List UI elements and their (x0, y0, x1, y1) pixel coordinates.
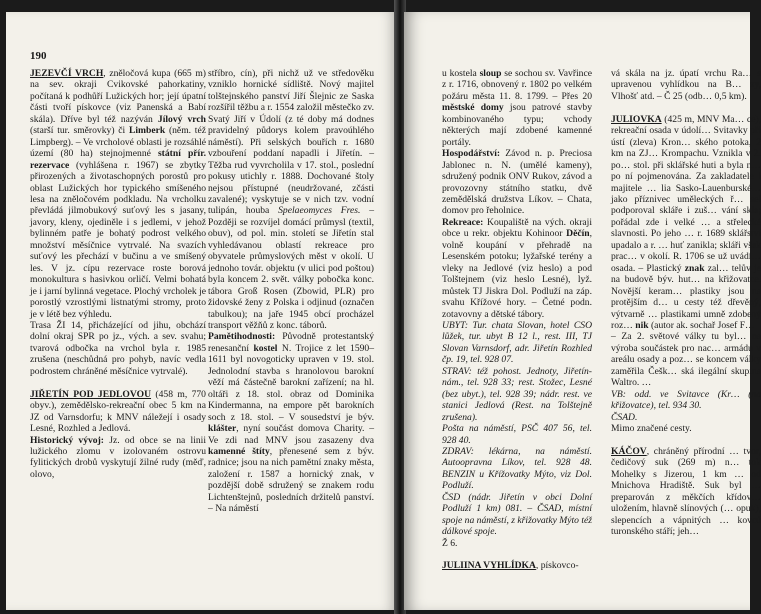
text-run: , přenesené sem z býv. radnice; jsou na nich pamětní znaky města, založení r. 1587 a hornický znak, v pozdější době sdružený se znakem rodu Lichtenštejnů, posledních držitelů panství. – Na náměstí (208, 445, 374, 515)
text-run: Pošta na náměstí, PSČ 407 56, tel. 928 40. (442, 423, 592, 446)
left-page (6, 12, 396, 610)
entry-headword: JEZEVČÍ VRCH (30, 68, 104, 79)
text-run: – Za 2. světové války tu byl… na výroba součástek pro nac… armádu v areálu osady a poz… se koncem války zaměřila Češk… ská ilegální skupina Waltro. … (611, 331, 761, 389)
text-run: Jz. od obce se na linii lužického zlomu v izolovaném ostrovu fylitických drobů vyskytují žilné rudy (měď, olovo, (30, 434, 206, 480)
text-run: stříbro, cín), při nichž už ve středověku vzniklo hornické sídliště. Nový majitel tolštejnského panství Jiří Šlejnic ze Saska rozšířil těžbu a r. 1554 založil městečko zv. Svatý Jiří v Údolí (z té doby má dodnes pravidelný půdorys kolem pravoúhlého náměstí). Při selských bouřích r. 1680 vzbouření poddaní napadli i Jiřetín. – Těžba rud vyvrcholila v 17. stol., poslední pokusy utichly r. 1888. Dochované štoly nejsou přístupné (neudržované, zčásti zavalené); vyskytuje se v nich tzv. vodní tulipán, houba (208, 68, 374, 217)
text-run: ZDRAV: lékárna, na náměstí. Autoopravna Líkov, tel. 928 48. BENZIN u Křížovatky Mýto, viz Dol. Podluží. (442, 445, 592, 492)
text-block (442, 68, 592, 572)
text-run: státní přír. rezervace (30, 148, 206, 171)
text-run: Koupaliště na vých. okraji obce u rekr. objektu Kohinoor (442, 216, 592, 240)
text-run: (vyhlášena r. 1967) se zbytky přirozených a životaschopných porostů pro oblast Lužických hor typického smíšeného lesa na zněločovém podkladu. Na vrcholku převládá jilmobukový suťový les s jasany, javory, kleny, ojediněle i s jedlemi, v jehož bylinném patře je bohatý podrost velkého množství měsíčnice vytrvalé. Na svazích suťový les přechází v bučinu a ve smíšený les. V jz. cípu rezervace roste borová monokultura s hasivkou orličí. Velmi bohatá je i jarní bylinná vegetace. Plochý vrcholek je porostlý vzrostlými listnatými stromy, proto je v létě bez výhledu. (30, 159, 206, 320)
text-run: Původně protestantský renesanční (208, 331, 374, 354)
text-run: Mimo značené cesty. (611, 423, 692, 435)
text-run: , zněločová kupa (665 m) na sev. okraji Cvikovské pahorkatiny, počítaná k podhůří Lužických hor; její úpatní části tvoří pískovce (viz Panenská a Babí skála). Dříve byl též nazýván (30, 68, 206, 125)
text-run: , chráněný přírodní … tvor, čedičový suk (269 m) n… tok Mohelky s Jizerou, 1 km … od Mnichova Hradiště. Suk byl … preparován z měkčích křídov… uložením, hlavně slínových (… opuk), slepencích a vápnitých … kovců turonského stáří; jeh… (611, 445, 761, 538)
text-run: klášter (208, 423, 237, 435)
text-run: Děčín (566, 228, 590, 240)
text-run: jsou patrové stavby kombinovaného typu; vchody některých mají zdobené kamenné portály. (442, 102, 592, 148)
text-block (30, 68, 206, 480)
text-run: , volně koupání v přehradě na Lesenském potoku; lyžařské terény a vleky na Jedlové (viz heslo) a pod Tolštejnem (viz heslo Lesné), lyž. můstek TJ Jiskra Dol. Podluží na záp. svahu Křížové hory. – Četné podn. zotavovny a dětské tábory. (442, 228, 592, 320)
text-run: se sochou sv. Vavřince z r. 1716, obnovený r. 1802 po velkém požáru města 11. 8. 1799. – Přes 20 (442, 68, 592, 102)
text-run: (starší tur. směrovky) či (30, 125, 129, 137)
text-run: – Později se rozvíjel domácí průmysl (textil, obuv), od pol. min. století se Jiřetín stal vyhledávanou oblastí rekreace pro obyvatele průmyslových měst v okolí. U jednoho továr. objektu (v ulici pod poštou) byla koncem 2. svět. války pobočka konc. tábora Groß Rosen (Zbowid, PLR) pro židovské ženy z Polska i odjinud (označen tabulkou); na jaře 1945 obcí procházel transport věžňů z konc. táborů. (208, 205, 374, 331)
entry-headword: JULIINA VYHLÍDKA (442, 560, 536, 572)
text-run: městské domy (442, 102, 504, 114)
text-run: UBYT: Tur. chata Slovan, hotel CSO lůžek, tur. ubyt B 12 l., rest. III, TJ Slovan Varnsdorf, adr. Jiřetín Rozhled čp. 19, tel. 928 07. (442, 319, 592, 366)
text-run: Závod n. p. Preciosa Jablonec n. N. (umělé kameny), sdružený podnik ONV Rukov, závod a provozovny státního statku, dvě zemědělská družstva Líkov. – Chata, domov pro řeholnice. (442, 148, 592, 217)
page-number: 190 (30, 50, 47, 62)
text-run: , nyní součást domova Charity. – Ve zdi nad MNV jsou zasazeny dva (208, 423, 374, 446)
text-run: Limberk (128, 125, 166, 137)
text-run: (na křižovatce), tel. 934 30. (611, 388, 761, 412)
text-run: sloup (479, 68, 502, 79)
entry-headword: JIŘETÍN POD JEDLOVOU (30, 388, 152, 400)
text-run: N. Trojice z let 1590–1611 byl novogoticky upraven v 19. stol. Jednolodní stavba s hranolovou barokní věží má částečně barokní zařízení; na hl. oltáři z 18. stol. obraz od Dominika Kindermanna, na empore pět barokních soch z 18. stol. – V sousedství je býv. (208, 342, 375, 423)
text-run: nik (635, 319, 649, 331)
text-run: znak (684, 262, 705, 274)
text-run: Historický vývoj: (30, 434, 104, 446)
left-column-2 (208, 68, 374, 515)
right-column-1 (442, 68, 592, 572)
left-column-1 (30, 68, 206, 480)
text-run: vá skála na jz. úpatí vrchu Ra… s upravenou vyhlídkou na B… zy, Vlhošť atd. – Č 25 (odb… 0,5 km). (611, 68, 761, 102)
text-run: STRAV: též pohost. Jednoty, Jiřetín-nám., tel. 928 33; rest. Stožec, Lesné (bez ubyt.), tel. 928 39; nádr. rest. ve stanici Jedlová (Rest. na Tolštejně zrušena). (442, 365, 592, 423)
text-run: ČSAD. (611, 411, 638, 423)
text-run: (425 m, MNV Ma… ce), rekreační osada v údolí… Svitavky při ústí (zleva) Kron… ského potoka, 2 km na ZJ… Krompachu. Vznikla v 2. po… stol. při sklářské huti a byla n… po ní pojmenována. Za zakladatele i majitele … lia Sasko-Lauenburské… jako příznivec uměleckých ř… sel podporoval skláře i zuš… vání skla; pořádal zde i velké … a střelecké slavnosti. Po jeho … r. 1689 sklářství upadalo a r. … huť zanikla; skláři však prac… v okolí. R. 1706 se už uvádí… osada. – Plastický (611, 113, 761, 274)
text-run: zal… telův je na budově býv. hut… na křižovatce. Novější keram… plastiky jsou na protějším d… u cesty též dřevěný, výtvarně … plastikami umně zdobený roz… (611, 262, 761, 331)
text-run: Ž 6. (442, 537, 458, 549)
text-run: (něm. též Limpberg). – Ve vrcholové oblasti je rozsáhlé území (80 ha) stejnojmenné (30, 125, 206, 160)
text-run: kostel (253, 342, 278, 354)
text-run: Trasa ŽI 14, přicházející od jihu, obchází dolní okraj SPR po jz., vých. a sev. svahu; tvarová odbočka na vrchol byla r. 1985 zrušena (neschůdná pro pohyb, navíc vedla podrostem chráněné měsíčnice vytrvalé). (30, 319, 206, 377)
text-run: ČSD (nádr. Jiřetín v obci Dolní Podluží 1 km) 081. – ČSAD, místní spoje na náměstí, z křižovatky Mýto též dálkové spoje. (442, 491, 593, 538)
text-run: Hospodářství: (442, 148, 501, 160)
text-run: VB: odd. ve Svitavce (Kr… (611, 388, 749, 400)
text-run: u kostela (442, 68, 480, 79)
text-run: Spelaeomyces Fres. (278, 205, 361, 217)
text-block (208, 68, 374, 515)
right-column-2 (611, 68, 761, 538)
text-run: Rekreace: (442, 216, 484, 228)
text-run: (458 m, 770 obyv.), zemědělsko-rekreační obec 5 km na JZ od Varnsdorfu; k MNV náležejí i osady Lesné, Rozhled a Jedlová. (30, 388, 206, 435)
text-run: Pamětihodnosti: (208, 331, 276, 343)
text-run: kamenné štíty (208, 445, 270, 457)
right-page (404, 12, 761, 610)
entry-headword: KÁČOV (611, 445, 647, 457)
text-block (611, 68, 761, 538)
text-run: Jílový vrch (157, 113, 206, 125)
entry-headword: JULIOVKA (611, 113, 662, 125)
text-run: , pískovco- (535, 560, 579, 572)
text-run: (autor ak. sochař Josef F… (648, 319, 755, 331)
